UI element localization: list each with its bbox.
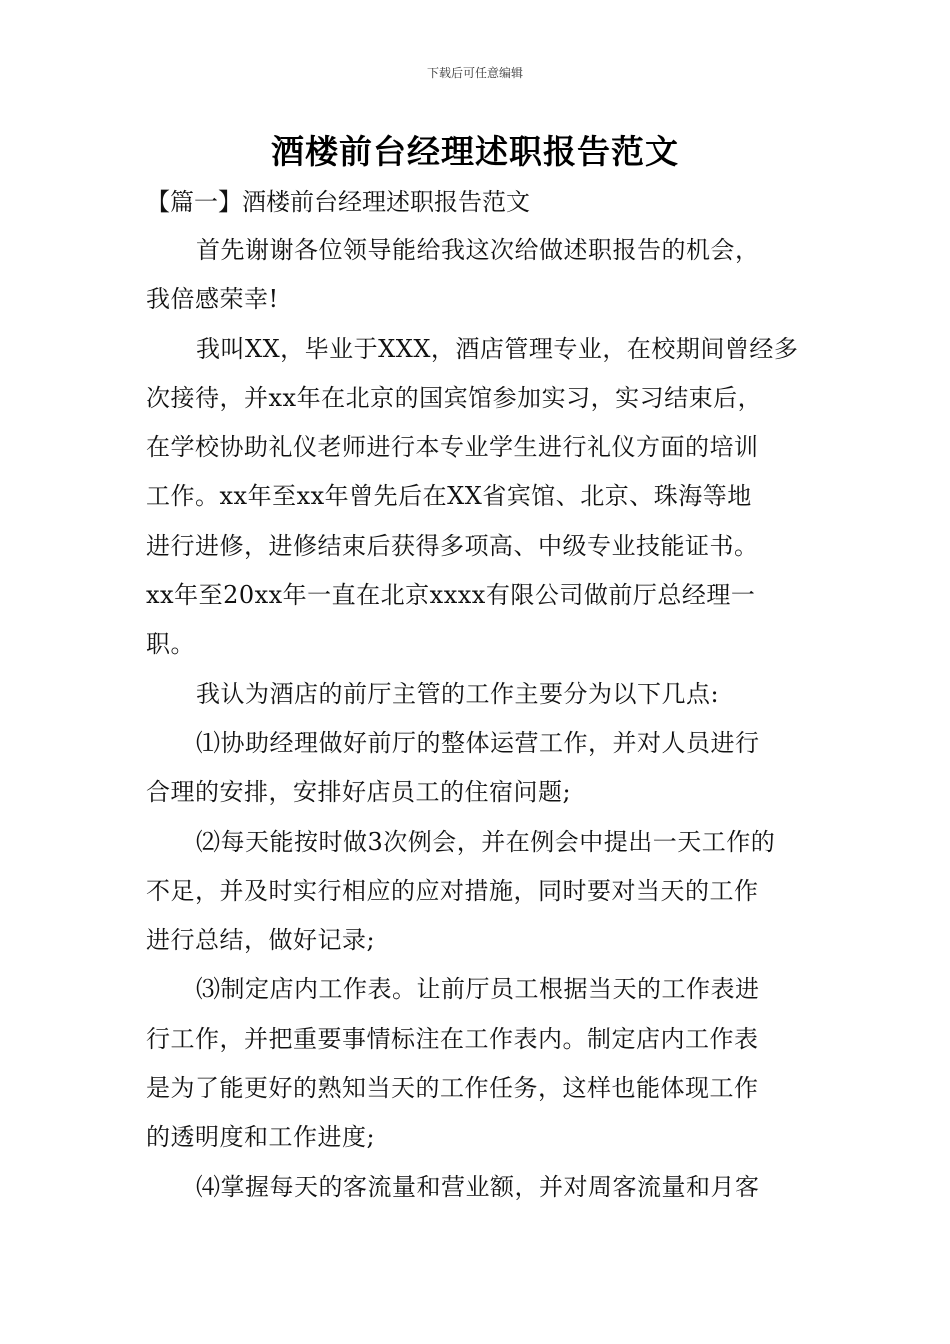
paragraph-intro bbox=[146, 226, 826, 325]
text-line: 职。 bbox=[146, 630, 195, 659]
text-line: 我认为酒店的前厅主管的工作主要分为以下几点: bbox=[196, 679, 720, 708]
text-line: 行工作，并把重要事情标注在工作表内。制定店内工作表 bbox=[146, 1024, 759, 1053]
text-line: 工作。xx年至xx年曾先后在XX省宾馆、北京、珠海等地 bbox=[146, 482, 752, 511]
text-line: 首先谢谢各位领导能给我这次给做述职报告的机会， bbox=[196, 236, 760, 264]
text-line: 合理的安排，安排好店员工的住宿问题; bbox=[146, 778, 572, 807]
text-line: 我叫XX，毕业于XXX，酒店管理专业，在校期间曾经多 bbox=[196, 334, 799, 363]
text-line: 的透明度和工作进度; bbox=[146, 1123, 376, 1152]
paragraph-duties-intro bbox=[146, 670, 826, 719]
paragraph-duty-4 bbox=[146, 1163, 826, 1212]
header-note: 下载后可任意编辑 bbox=[426, 66, 523, 80]
section-heading: 【篇一】酒楼前台经理述职报告范文 bbox=[146, 188, 530, 216]
text-line: 次接待，并xx年在北京的国宾馆参加实习，实习结束后， bbox=[146, 383, 763, 412]
text-line: ⑵每天能按时做3次例会，并在例会中提出一天工作的 bbox=[196, 827, 776, 856]
text-line: 进行总结，做好记录; bbox=[146, 926, 376, 955]
text-line: 在学校协助礼仪老师进行本专业学生进行礼仪方面的培训 bbox=[146, 433, 759, 462]
text-line: xx年至20xx年一直在北京xxxx有限公司做前厅总经理一 bbox=[146, 581, 756, 610]
text-line: 不足，并及时实行相应的应对措施，同时要对当天的工作 bbox=[146, 876, 759, 905]
document-body bbox=[146, 226, 826, 1212]
text-line: 我倍感荣幸! bbox=[146, 285, 279, 314]
paragraph-background bbox=[146, 325, 826, 670]
text-line: 是为了能更好的熟知当天的工作任务，这样也能体现工作 bbox=[146, 1074, 759, 1103]
text-line: ⑶制定店内工作表。让前厅员工根据当天的工作表进 bbox=[196, 975, 760, 1004]
paragraph-duty-3 bbox=[146, 965, 826, 1162]
paragraph-duty-2 bbox=[146, 818, 826, 966]
document-title: 酒楼前台经理述职报告范文 bbox=[271, 132, 679, 171]
paragraph-duty-1 bbox=[146, 719, 826, 818]
text-line: ⑴协助经理做好前厅的整体运营工作，并对人员进行 bbox=[196, 728, 760, 757]
text-line: ⑷掌握每天的客流量和营业额，并对周客流量和月客 bbox=[196, 1172, 760, 1201]
text-line: 进行进修，进修结束后获得多项高、中级专业技能证书。 bbox=[146, 531, 759, 560]
